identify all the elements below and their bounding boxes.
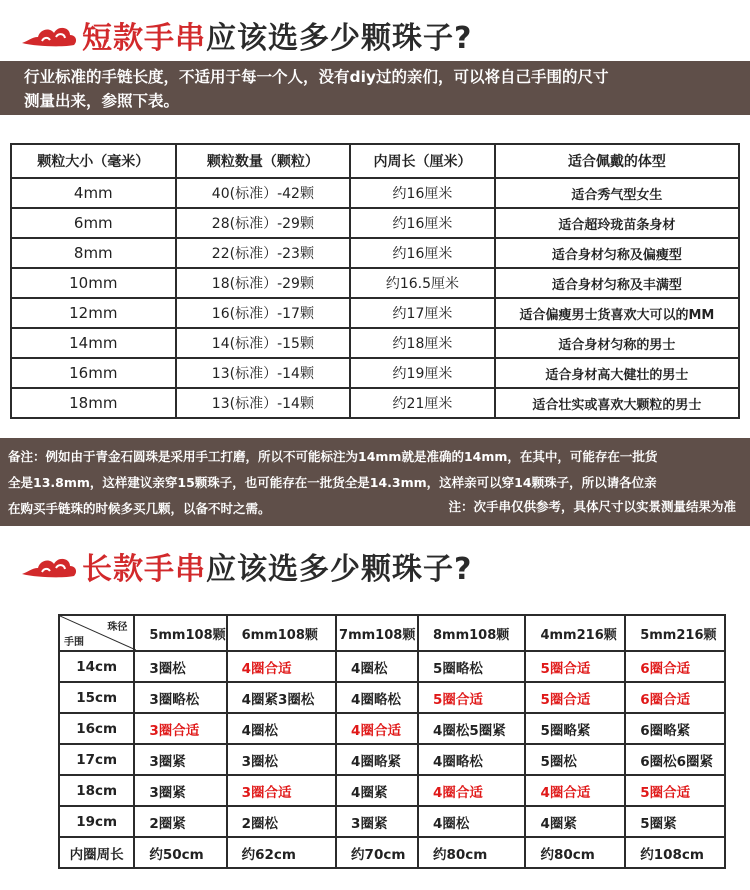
bead-size-cell: 14mm: [11, 328, 176, 358]
fit-cell: 4圈松5圈紧: [418, 713, 525, 744]
table-row: [11, 358, 739, 388]
bead-size-cell: 10mm: [11, 268, 176, 298]
table2-body: [59, 651, 725, 868]
circumference-cell: 约21厘米: [350, 388, 495, 418]
body-type-cell: 适合身材高大健壮的男士: [495, 358, 739, 388]
corner-label-wrist: 手围: [64, 637, 84, 648]
body-type-cell: 适合壮实或喜欢大颗粒的男士: [495, 388, 739, 418]
circumference-cell: 约16厘米: [350, 238, 495, 268]
fit-cell: 约50cm: [134, 837, 226, 868]
fit-cell: 4圈合适: [525, 775, 625, 806]
bead-size-cell: 16mm: [11, 358, 176, 388]
note-line-2: 全是13.8mm，这样建议亲穿15颗珠子，也可能存在一批货全是14.3mm，这样亲可以穿14颗珠子，所以请各位亲: [8, 475, 657, 490]
note-line-1: 备注：例如由于青金石圆珠是采用手工打磨，所以不可能标注为14mm就是准确的14mm，在其中，可能存在一批货: [8, 449, 658, 464]
table1-header-row: [11, 144, 739, 178]
intro-line-1: 行业标准的手链长度，不适用于每一个人，没有diy过的亲们，可以将自己手围的尺寸: [24, 68, 609, 86]
fit-cell: 约62cm: [227, 837, 336, 868]
wrist-size-cell: 18cm: [59, 775, 134, 806]
table2-header-cell: 5mm216颗: [625, 615, 725, 651]
table2-header-cell: 7mm108颗: [336, 615, 418, 651]
section1-title-red: 短款手串: [82, 21, 206, 56]
bead-count-cell: 22(标准）-23颗: [176, 238, 351, 268]
fit-cell: 3圈合适: [227, 775, 336, 806]
wrist-size-cell: 14cm: [59, 651, 134, 682]
fit-cell: 5圈合适: [418, 682, 525, 713]
table1-header-cell: 颗粒数量（颗粒）: [176, 144, 351, 178]
table-row: [11, 298, 739, 328]
section2-title: [82, 544, 472, 588]
table-row: [59, 682, 725, 713]
table-row: [59, 651, 725, 682]
wrist-size-cell: 16cm: [59, 713, 134, 744]
note-band: [0, 438, 750, 526]
body-type-cell: 适合身材匀称及丰满型: [495, 268, 739, 298]
table1-header-cell: 内周长（厘米）: [350, 144, 495, 178]
fit-cell: 5圈合适: [625, 775, 725, 806]
circumference-cell: 约16.5厘米: [350, 268, 495, 298]
circumference-cell: 约19厘米: [350, 358, 495, 388]
intro-band: [0, 61, 750, 115]
section2-title-dark: 应该选多少颗珠子?: [206, 552, 473, 587]
fit-cell: 5圈紧: [625, 806, 725, 837]
body-type-cell: 适合身材匀称及偏瘦型: [495, 238, 739, 268]
fit-cell: 5圈松: [525, 744, 625, 775]
table-row: [59, 713, 725, 744]
wrist-size-cell: 19cm: [59, 806, 134, 837]
body-type-cell: 适合秀气型女生: [495, 178, 739, 208]
body-type-cell: 适合超玲珑苗条身材: [495, 208, 739, 238]
fit-cell: 5圈略紧: [525, 713, 625, 744]
bead-count-cell: 13(标准）-14颗: [176, 358, 351, 388]
fit-cell: 4圈松: [227, 713, 336, 744]
fit-cell: 4圈松: [336, 651, 418, 682]
fit-cell: 6圈略紧: [625, 713, 725, 744]
table-row: [11, 178, 739, 208]
fit-cell: 约108cm: [625, 837, 725, 868]
bead-size-cell: 12mm: [11, 298, 176, 328]
body-type-cell: 适合身材匀称的男士: [495, 328, 739, 358]
table-row: [11, 238, 739, 268]
fit-cell: 约70cm: [336, 837, 418, 868]
fit-cell: 2圈紧: [134, 806, 226, 837]
bead-size-cell: 6mm: [11, 208, 176, 238]
fit-cell: 3圈合适: [134, 713, 226, 744]
bead-count-cell: 18(标准）-29颗: [176, 268, 351, 298]
long-bracelet-table: [58, 614, 726, 869]
fit-cell: 3圈松: [227, 744, 336, 775]
table1-header-cell: 颗粒大小（毫米）: [11, 144, 176, 178]
note-disclaimer: 注：次手串仅供参考，具体尺寸以实景测量结果为准: [448, 499, 736, 514]
circumference-cell: 约16厘米: [350, 208, 495, 238]
fit-cell: 约80cm: [525, 837, 625, 868]
fit-cell: 3圈松: [134, 651, 226, 682]
fit-cell: 2圈松: [227, 806, 336, 837]
intro-line-2: 测量出来，参照下表。: [24, 92, 180, 110]
fit-cell: 4圈略紧: [336, 744, 418, 775]
corner-label-bead-diameter: 珠径: [107, 622, 128, 633]
table-row: [11, 208, 739, 238]
fit-cell: 4圈合适: [336, 713, 418, 744]
table-row: [11, 388, 739, 418]
circumference-cell: 约17厘米: [350, 298, 495, 328]
bead-size-cell: 8mm: [11, 238, 176, 268]
bead-count-cell: 14(标准）-15颗: [176, 328, 351, 358]
table-row: [11, 328, 739, 358]
fit-cell: 6圈合适: [625, 651, 725, 682]
bead-size-cell: 4mm: [11, 178, 176, 208]
wrist-size-cell: 15cm: [59, 682, 134, 713]
table-row: [59, 744, 725, 775]
circumference-cell: 约16厘米: [350, 178, 495, 208]
fit-cell: 约80cm: [418, 837, 525, 868]
table1-header-cell: 适合佩戴的体型: [495, 144, 739, 178]
fit-cell: 4圈略松: [418, 744, 525, 775]
table2-header-cell: 4mm216颗: [525, 615, 625, 651]
note-line-3: 在购买手链珠的时候多买几颗，以备不时之需。: [8, 501, 271, 516]
table-row: [11, 268, 739, 298]
auspicious-cloud-icon: [18, 550, 80, 582]
short-bracelet-table: [10, 143, 740, 419]
fit-cell: 3圈紧: [134, 744, 226, 775]
fit-cell: 6圈松6圈紧: [625, 744, 725, 775]
fit-cell: 4圈略松: [336, 682, 418, 713]
fit-cell: 3圈略松: [134, 682, 226, 713]
fit-cell: 4圈松: [418, 806, 525, 837]
bead-count-cell: 28(标准）-29颗: [176, 208, 351, 238]
circumference-cell: 约18厘米: [350, 328, 495, 358]
table-row: [59, 775, 725, 806]
fit-cell: 5圈略松: [418, 651, 525, 682]
table-row: [59, 806, 725, 837]
table-row: [59, 837, 725, 868]
fit-cell: 3圈紧: [336, 806, 418, 837]
section2-title-red: 长款手串: [82, 552, 206, 587]
bead-count-cell: 13(标准）-14颗: [176, 388, 351, 418]
body-type-cell: 适合偏瘦男士货喜欢大可以的MM: [495, 298, 739, 328]
fit-cell: 4圈紧: [525, 806, 625, 837]
section1-heading: [0, 13, 750, 57]
wrist-size-cell: 17cm: [59, 744, 134, 775]
fit-cell: 5圈合适: [525, 651, 625, 682]
fit-cell: 4圈紧: [336, 775, 418, 806]
section2-heading: [0, 544, 750, 588]
section1-title: [82, 13, 472, 57]
bead-size-cell: 18mm: [11, 388, 176, 418]
fit-cell: 4圈合适: [227, 651, 336, 682]
fit-cell: 5圈合适: [525, 682, 625, 713]
wrist-size-cell: 内圈周长: [59, 837, 134, 868]
table2-corner-cell: [59, 615, 134, 651]
table2-header-cell: 5mm108颗: [134, 615, 226, 651]
fit-cell: 4圈紧3圈松: [227, 682, 336, 713]
fit-cell: 6圈合适: [625, 682, 725, 713]
section1-title-dark: 应该选多少颗珠子?: [206, 21, 473, 56]
bead-count-cell: 40(标准）-42颗: [176, 178, 351, 208]
table2-header-cell: 8mm108颗: [418, 615, 525, 651]
bead-count-cell: 16(标准）-17颗: [176, 298, 351, 328]
fit-cell: 3圈紧: [134, 775, 226, 806]
auspicious-cloud-icon: [18, 19, 80, 51]
table2-header-row: [59, 615, 725, 651]
fit-cell: 4圈合适: [418, 775, 525, 806]
table2-header-cell: 6mm108颗: [227, 615, 336, 651]
